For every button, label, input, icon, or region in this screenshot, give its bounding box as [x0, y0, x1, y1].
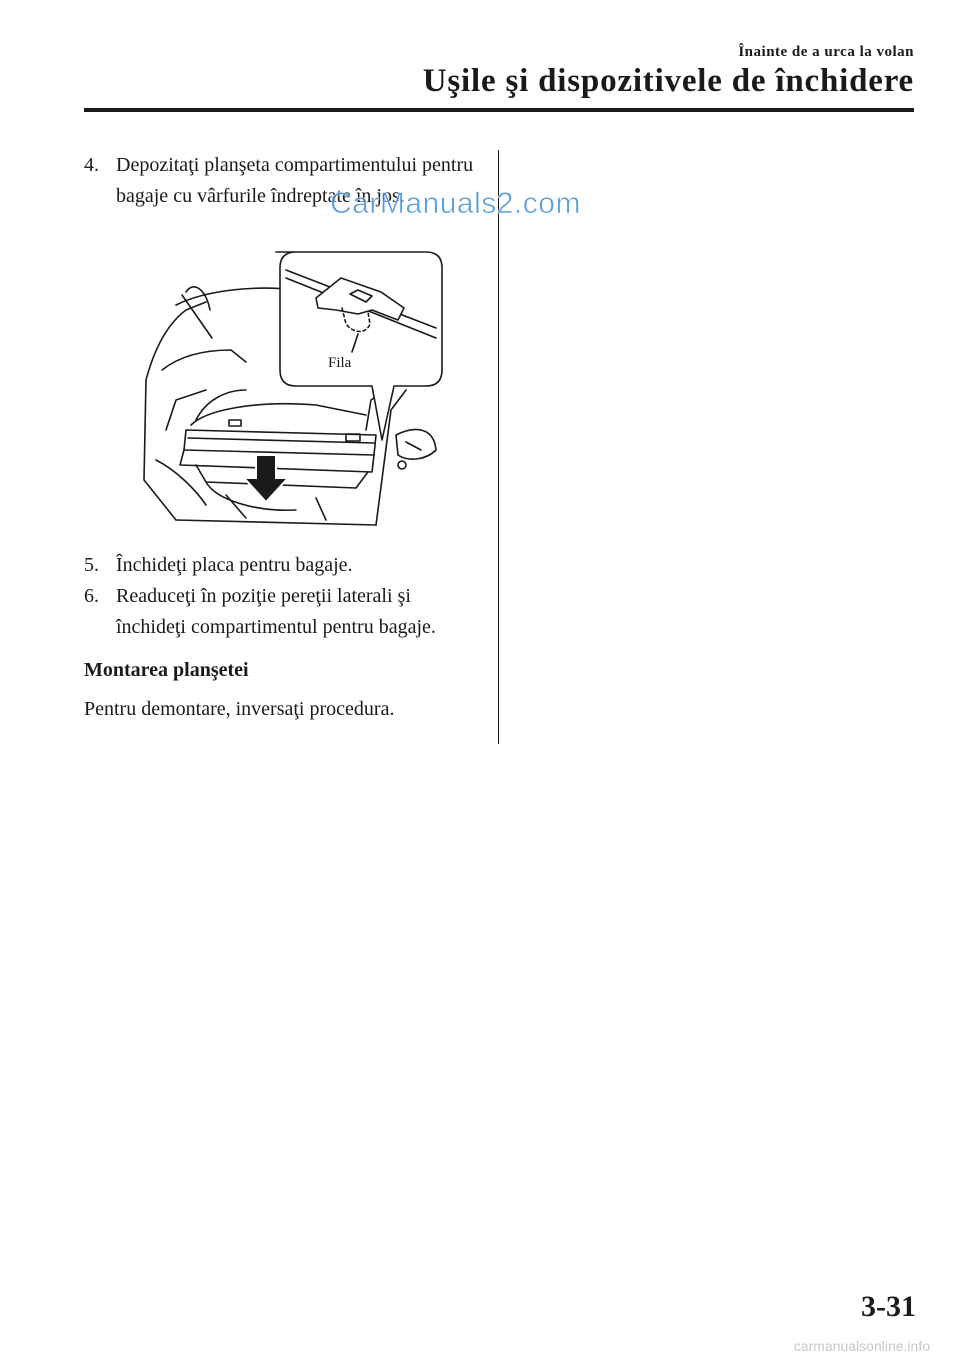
header-rule: [84, 108, 914, 112]
section-title: Înainte de a urca la volan: [738, 44, 914, 60]
page-header: [423, 44, 914, 100]
footer-watermark: carmanualsonline.info: [793, 1338, 930, 1354]
step-number: 6.: [84, 585, 99, 607]
step-5: [84, 550, 484, 581]
left-column: [84, 150, 484, 725]
trunk-illustration: [136, 250, 446, 530]
chapter-title: Uşile şi dispozitivele de închidere: [422, 63, 914, 99]
step-text: Închideţi placa pentru bagaje.: [116, 554, 353, 576]
step-number: 5.: [84, 554, 99, 576]
section-heading: Montarea planşetei: [84, 659, 249, 681]
page-number: 3-31: [861, 1290, 916, 1323]
trunk-drawing: [136, 250, 446, 530]
column-divider: [498, 150, 499, 744]
step-number: 4.: [84, 154, 99, 176]
step-text: Readuceţi în poziţie pereţii laterali şi închideţi compartimentul pentru bagaje.: [116, 585, 436, 638]
step-6: [84, 581, 484, 643]
callout-label: Fila: [328, 355, 352, 371]
step-text: Depozitaţi planşeta compartimentului pentru bagaje cu vârfurile îndreptate în jos.: [116, 154, 474, 207]
watermark-link[interactable]: CarManuals2.com: [330, 187, 581, 220]
section-paragraph: Pentru demontare, inversaţi procedura.: [84, 698, 395, 720]
down-arrow-icon: [244, 455, 288, 502]
